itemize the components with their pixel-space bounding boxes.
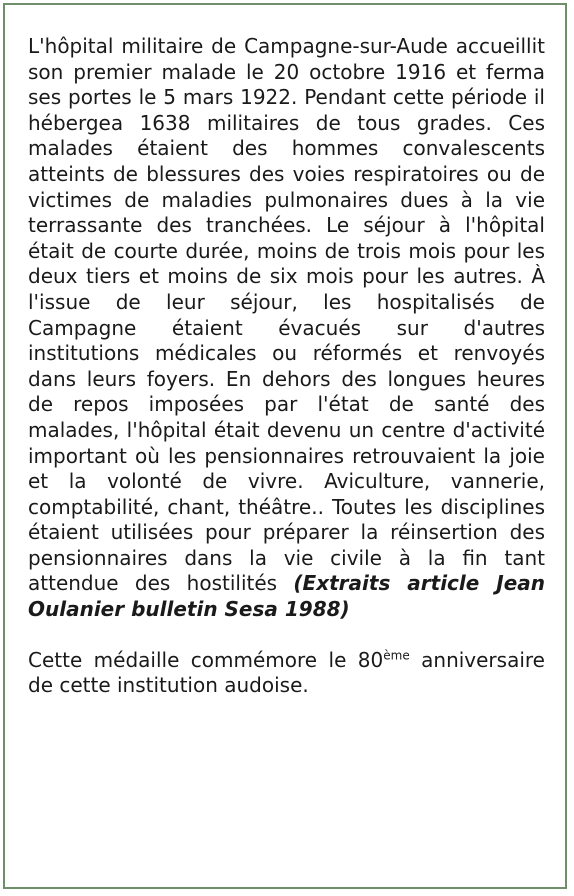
text-box-content (28, 34, 545, 699)
medal-text-end: anniversaire de cette institution audoise. (28, 647, 545, 698)
ordinal-superscript: ème (383, 648, 410, 662)
paragraph-history (28, 34, 545, 623)
medal-text-start: Cette médaille commémore le 80 (28, 647, 384, 672)
paragraph-medal (28, 648, 545, 699)
paragraph-history-text: L'hôpital militaire de Campagne-sur-Aude accueillit son premier malade le 20 octobre 1916 et ferma ses portes le 5 mars 1922. Pendant cette période il hébergea 1638 militaires de tous grades. Ces malades étaient des hommes convalescents atteints de blessures des voies respiratoires ou de victimes de maladies pulmonaires dues à la vie terrassante des tranchées. Le séjour à l'hôpital était de courte durée, moins de trois mois pour les deux tiers et moins de six mois pour les autres. À l'issue de leur séjour, les hospitalisés de Campagne étaient évacués sur d'autres institutions médicales ou réformés et renvoyés dans leurs foyers. En dehors des longues heures de repos imposées par l'état de santé des malades, l'hôpital était devenu un centre d'activité important où les pensionnaires retrouvaient la joie et la volonté de vivre. Aviculture, vannerie, comptabilité, chant, théâtre.. Toutes les disciplines étaient utilisées pour préparer la réinsertion des pensionnaires dans la vie civile à la fin tant attendue des hostilités (28, 34, 545, 596)
source-attribution: (Extraits article Jean Oulanier bulletin Sesa 1988) (28, 571, 545, 622)
